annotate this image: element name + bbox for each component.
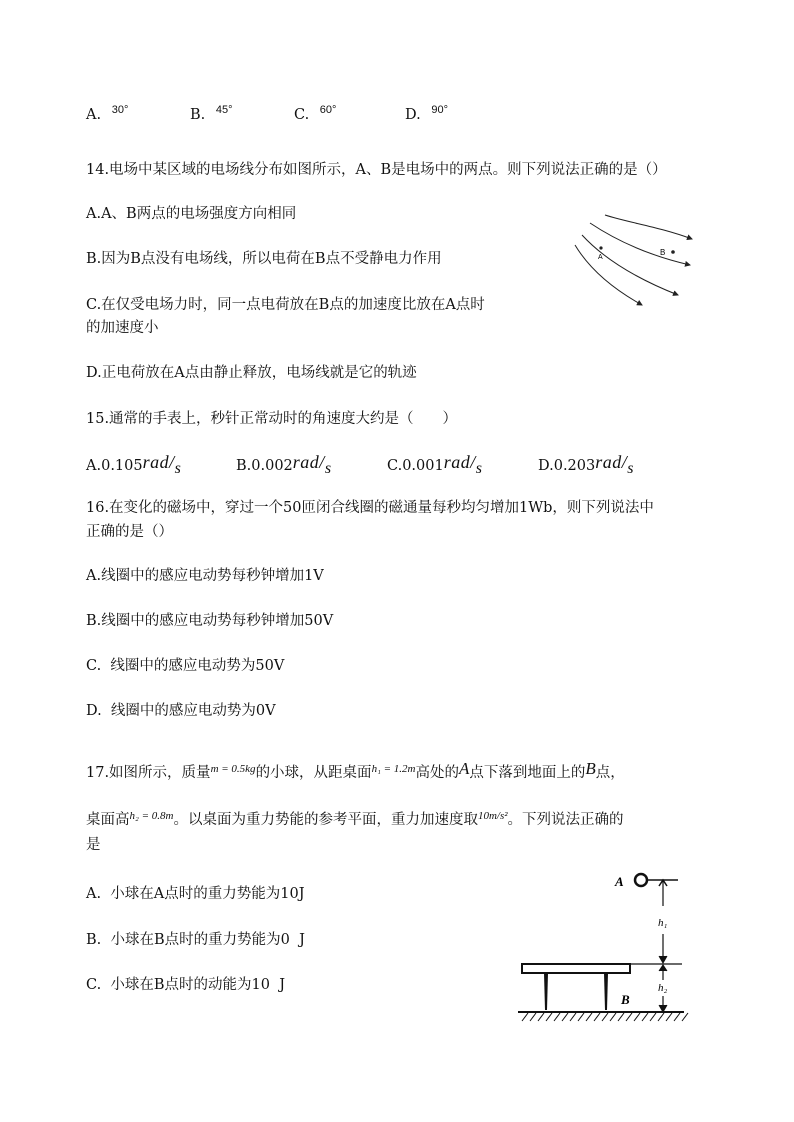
field-line bbox=[590, 223, 690, 265]
hatch-stroke bbox=[562, 1013, 568, 1021]
hatch-stroke bbox=[554, 1013, 560, 1021]
q15-option-a bbox=[86, 452, 182, 477]
q16-option-d: D. 线圈中的感应电动势为0V bbox=[86, 703, 276, 719]
q14-option-d: D.正电荷放在A点由静止释放，电场线就是它的轨迹 bbox=[86, 365, 417, 381]
unit-rad-per-s: rad/s bbox=[443, 452, 483, 477]
table-leg bbox=[604, 973, 608, 1010]
text: 高处的 bbox=[415, 765, 460, 781]
text: 。下列说法正确的 bbox=[507, 812, 624, 828]
fig-h1-label: h₁ bbox=[658, 917, 668, 929]
q16-option-b: B.线圈中的感应电动势每秒钟增加50V bbox=[86, 613, 334, 629]
option-label: C. bbox=[294, 107, 310, 123]
q16-option-a: A.线圈中的感应电动势每秒钟增加1V bbox=[86, 568, 324, 584]
fig-h2-label: h₂ bbox=[658, 982, 668, 994]
hatch-stroke bbox=[642, 1013, 648, 1021]
q16-stem-line1: 16.在变化的磁场中，穿过一个50匝闭合线圈的磁通量每秒均匀增加1Wb，则下列说法中 bbox=[86, 500, 654, 516]
q17-option-c: C. 小球在B点时的动能为10 J bbox=[86, 977, 286, 993]
ball bbox=[635, 874, 647, 886]
point-a-label: A bbox=[598, 254, 603, 261]
point-b-label: B bbox=[660, 248, 666, 257]
h1-formula: h₁ = 1.2m bbox=[371, 763, 416, 775]
option-label: A. bbox=[86, 107, 102, 123]
hatch-stroke bbox=[650, 1013, 656, 1021]
hatch-stroke bbox=[674, 1013, 680, 1021]
option-label: B. bbox=[190, 107, 206, 123]
q14-option-c-line1: C.在仅受电场力时，同一点电荷放在B点的加速度比放在A点时 bbox=[86, 297, 485, 313]
point-b: B bbox=[585, 759, 596, 778]
hatch-stroke bbox=[546, 1013, 552, 1021]
fig-point-b-label: B bbox=[621, 992, 630, 1007]
q14-stem: 14.电场中某区域的电场线分布如图所示，A、B是电场中的两点。则下列说法正确的是（） bbox=[86, 162, 667, 178]
q17-stem-line1 bbox=[86, 759, 625, 783]
option-label: C. bbox=[387, 458, 403, 474]
q15-option-c bbox=[387, 452, 483, 477]
h2-formula: h₂ = 0.8m bbox=[129, 810, 174, 822]
option-label: D. bbox=[538, 458, 554, 474]
q17-stem-line2 bbox=[86, 811, 624, 830]
option-value: 0.203 bbox=[553, 458, 596, 474]
point-a-dot bbox=[599, 246, 602, 249]
unit-rad-per-s: rad/s bbox=[595, 452, 634, 477]
q13-option-b bbox=[190, 106, 233, 125]
option-value: 90° bbox=[431, 104, 448, 116]
text: 桌面高 bbox=[86, 812, 130, 828]
table-ball-figure bbox=[518, 868, 698, 1028]
unit-rad-per-s: rad/s bbox=[142, 452, 182, 477]
q15-option-d bbox=[538, 452, 634, 477]
q16-stem-line2: 正确的是（） bbox=[86, 524, 173, 540]
q15-option-b bbox=[236, 452, 332, 477]
text: 点， bbox=[595, 765, 625, 781]
q17-stem-line3: 是 bbox=[86, 837, 101, 853]
mass-formula: m = 0.5kg bbox=[210, 763, 256, 775]
hatch-stroke bbox=[610, 1013, 616, 1021]
option-value: 0.105 bbox=[101, 458, 143, 474]
hatch-stroke bbox=[570, 1013, 576, 1021]
text: 17.如图所示，质量 bbox=[86, 765, 211, 781]
option-value: 45° bbox=[215, 104, 233, 116]
hatch-stroke bbox=[530, 1013, 536, 1021]
ground-hatch bbox=[522, 1013, 688, 1021]
option-value: 0.001 bbox=[402, 458, 444, 474]
hatch-stroke bbox=[626, 1013, 632, 1021]
electric-field-figure bbox=[560, 205, 700, 305]
hatch-stroke bbox=[602, 1013, 608, 1021]
point-b-dot bbox=[671, 250, 675, 254]
text: 的小球，从距桌面 bbox=[255, 765, 372, 781]
table-leg bbox=[544, 973, 548, 1010]
hatch-stroke bbox=[618, 1013, 624, 1021]
hatch-stroke bbox=[594, 1013, 600, 1021]
fig-point-a-label: A bbox=[615, 874, 624, 889]
q14-option-c-line2: 的加速度小 bbox=[86, 320, 159, 336]
option-value: 30° bbox=[111, 104, 129, 116]
q13-option-a bbox=[86, 106, 128, 125]
q15-stem: 15.通常的手表上，秒针正常动时的角速度大约是（ ） bbox=[86, 411, 458, 427]
tabletop bbox=[522, 964, 630, 973]
q14-option-b: B.因为B点没有电场线，所以电荷在B点不受静电力作用 bbox=[86, 251, 442, 267]
hatch-stroke bbox=[578, 1013, 584, 1021]
q14-option-a: A.A、B两点的电场强度方向相同 bbox=[86, 206, 297, 222]
g-formula: 10m/s² bbox=[477, 810, 508, 822]
hatch-stroke bbox=[666, 1013, 672, 1021]
hatch-stroke bbox=[586, 1013, 592, 1021]
field-line bbox=[582, 235, 678, 295]
hatch-stroke bbox=[682, 1013, 688, 1021]
q17-option-b: B. 小球在B点时的重力势能为0 J bbox=[86, 932, 305, 948]
hatch-stroke bbox=[522, 1013, 528, 1021]
option-label: A. bbox=[86, 458, 102, 474]
field-line bbox=[575, 245, 642, 305]
option-label: D. bbox=[405, 107, 421, 123]
text: 点下落到地面上的 bbox=[469, 765, 586, 781]
hatch-stroke bbox=[634, 1013, 640, 1021]
unit-rad-per-s: rad/s bbox=[292, 452, 332, 477]
text: 。以桌面为重力势能的参考平面，重力加速度取 bbox=[173, 812, 478, 828]
point-a: A bbox=[459, 759, 470, 778]
q13-option-c bbox=[294, 106, 336, 125]
option-value: 60° bbox=[319, 104, 337, 116]
option-value: 0.002 bbox=[251, 458, 293, 474]
hatch-stroke bbox=[538, 1013, 544, 1021]
field-line bbox=[605, 215, 692, 239]
hatch-stroke bbox=[658, 1013, 664, 1021]
q16-option-c: C. 线圈中的感应电动势为50V bbox=[86, 658, 285, 674]
q13-option-d bbox=[405, 106, 448, 125]
option-label: B. bbox=[236, 458, 252, 474]
q17-option-a: A. 小球在A点时的重力势能为10J bbox=[86, 886, 305, 902]
